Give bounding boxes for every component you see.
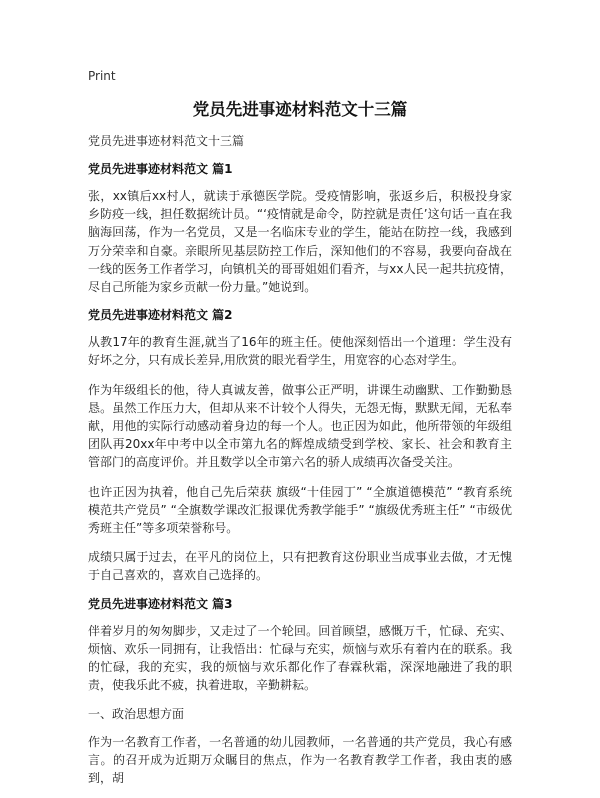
section-heading-2: 党员先进事迹材料范文 篇2 <box>88 308 233 323</box>
section-3-subheading: 一、政治思想方面 <box>88 707 185 722</box>
document-title: 党员先进事迹材料范文十三篇 <box>192 100 408 119</box>
print-label[interactable]: Print <box>88 69 116 83</box>
document-subtitle: 党员先进事迹材料范文十三篇 <box>88 134 245 148</box>
section-heading-3: 党员先进事迹材料范文 篇3 <box>88 596 233 611</box>
section-2-paragraph-3: 也许正因为执着，他自己先后荣获 旗级“十佳园丁” “全旗道德模范” “教育系统模范共产党员” “全旗数学课改汇报课优秀教学能手” “旗级优秀班主任” “市级优秀班主任”等多项荣誉称号。 <box>88 484 512 536</box>
section-2-paragraph-4: 成绩只属于过去，在平凡的岗位上，只有把教育这份职业当成事业去做，才无愧于自己喜欢的，喜欢自己选择的。 <box>88 550 512 583</box>
section-3-paragraph-2: 作为一名教育工作者，一名普通的幼儿园教师，一名普通的共产党员，我心有感言。的召开成为近期万众瞩目的焦点，作为一名教育教学工作者，我由衷的感到，胡 <box>88 734 512 786</box>
section-1-paragraph-1: 张，xx镇后xx村人，就读于承德医学院。受疫情影响，张返乡后，积极投身家乡防疫一线，担任数据统计员。“‘疫情就是命令，防控就是责任’这句话一直在我脑海回荡，作为一名党员，又是一名临床专业的学生，能站在防控一线，我感到万分荣幸和自豪。亲眼所见基层防控工作后，深知他们的不容易，我要向奋战在一线的医务工作者学习，向镇机关的哥哥姐姐们看齐，与xx人民一起共抗疫情，尽自己所能为家乡贡献一份力量。”她说到。 <box>88 189 512 295</box>
section-2-paragraph-2: 作为年级组长的他，待人真诚友善，做事公正严明，讲课生动幽默、工作勤勤恳恳。虽然工作压力大，但却从来不计较个人得失，无怨无悔，默默无闻，无私奉献，用他的实际行动感动着身边的每一个人。也正因为如此，他所带领的年级组团队再20xx年中考中以全市第九名的辉煌成绩受到学校、家长、社会和教育主管部门的高度评价。并且数学以全市第六名的骄人成绩再次备受关注。 <box>88 382 512 470</box>
section-heading-1: 党员先进事迹材料范文 篇1 <box>88 162 233 176</box>
section-2-paragraph-1: 从教17年的教育生涯,就当了16年的班主任。使他深刻悟出一个道理：学生没有好坏之分，只有成长差异,用欣赏的眼光看学生，用宽容的心态对学生。 <box>88 335 512 368</box>
document-page <box>88 68 512 798</box>
section-3-paragraph-1: 伴着岁月的匆匆脚步，又走过了一个轮回。回首顾望，感慨万千，忙碌、充实、烦恼、欢乐一同拥有，让我悟出：忙碌与充实，烦恼与欢乐有着内在的联系。我的忙碌，我的充实，我的烦恼与欢乐都化作了春霖秋霜，深深地融进了我的职责，使我乐此不疲，执着进取，辛勤耕耘。 <box>88 623 512 693</box>
